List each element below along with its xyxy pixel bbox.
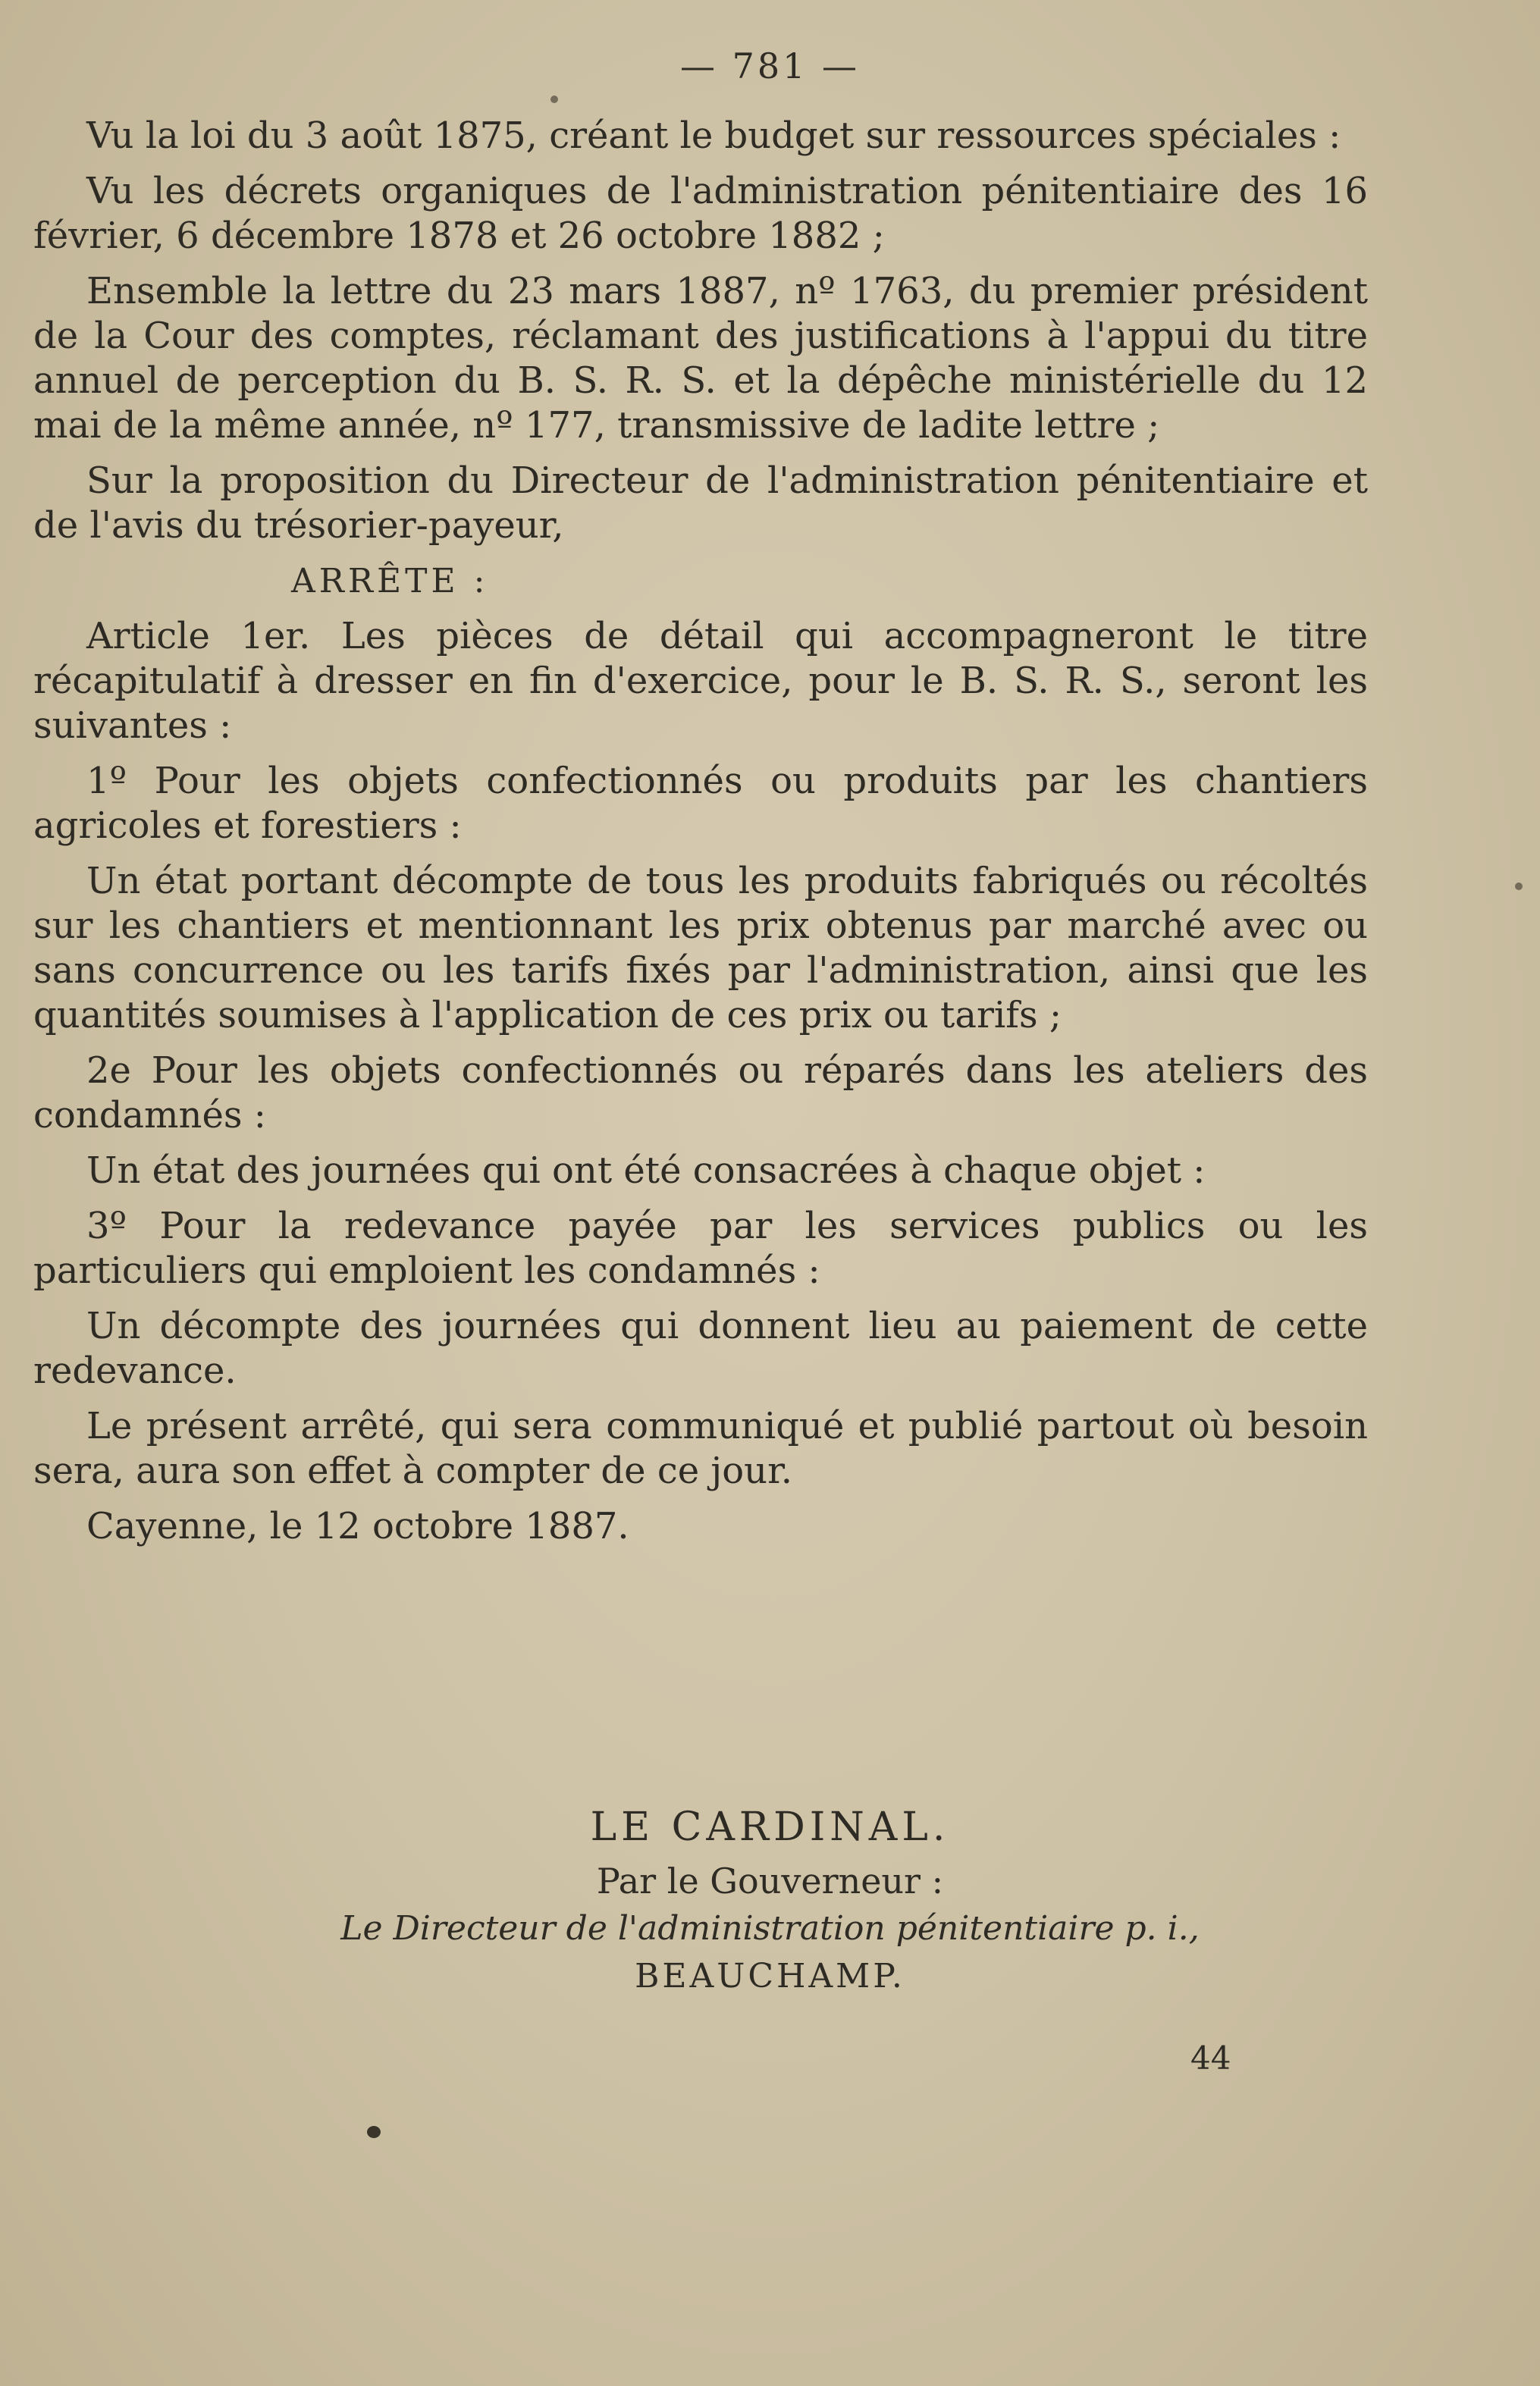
paragraph-date: Cayenne, le 12 octobre 1887. (86, 1505, 629, 1547)
director-title: Le Directeur de l'administration pénitentiaire p. i., (340, 1909, 1200, 1948)
signatory-authority: Par le Gouverneur : (596, 1861, 944, 1902)
signatory-name: LE CARDINAL. (590, 1804, 950, 1850)
paragraph-article-1: Article 1er. Les pièces de détail qui accompagneront le titre récapitulatif à dresser en fin d'exercice, pour le B. S. R. S., seront les suivantes : (33, 615, 1368, 747)
page-number: — 781 — (679, 45, 861, 86)
ink-speck (367, 2126, 381, 2138)
paragraph-decrets: Vu les décrets organiques de l'administration pénitentiaire des 16 février, 6 décembre 1878 et 26 octobre 1882 ; (33, 170, 1368, 257)
director-name: BEAUCHAMP. (635, 1957, 905, 1996)
paragraph-present-arrete: Le présent arrêté, qui sera communiqué et publié partout où besoin sera, aura son effet à compter de ce jour. (33, 1405, 1368, 1492)
signature-mark: 44 (1190, 2040, 1231, 2077)
document-body (33, 114, 1368, 1560)
paragraph-loi: Vu la loi du 3 août 1875, créant le budget sur ressources spéciales : (86, 114, 1341, 157)
paragraph-item-1: 1º Pour les objets confectionnés ou produits par les chantiers agricoles et forestiers : (33, 760, 1368, 847)
signature-block (0, 1804, 1540, 1996)
ink-speck (1515, 883, 1523, 890)
ink-speck (550, 96, 558, 103)
section-heading: ARRÊTE : (291, 562, 489, 600)
paragraph-proposition: Sur la proposition du Directeur de l'administration pénitentiaire et de l'avis du trésorier-payeur, (33, 459, 1368, 547)
paragraph-item-2: 2e Pour les objets confectionnés ou réparés dans les ateliers des condamnés : (33, 1049, 1368, 1137)
paragraph-item-3: 3º Pour la redevance payée par les services publics ou les particuliers qui emploient les condamnés : (33, 1205, 1368, 1292)
paragraph-etat-produits: Un état portant décompte de tous les produits fabriqués ou récoltés sur les chantiers et mentionnant les prix obtenus par marché avec ou sans concurrence ou les tarifs fixés par l'administration, ainsi que les quantités soumises à l'application de ces prix ou tarifs ; (33, 860, 1368, 1036)
paragraph-lettre: Ensemble la lettre du 23 mars 1887, nº 1763, du premier président de la Cour des comptes, réclamant des justifications à l'appui du titre annuel de perception du B. S. R. S. et la dépêche ministérielle du 12 mai de la même année, nº 177, transmissive de ladite lettre ; (33, 270, 1368, 447)
paragraph-decompte: Un décompte des journées qui donnent lieu au paiement de cette redevance. (33, 1305, 1368, 1392)
paragraph-etat-journees: Un état des journées qui ont été consacrées à chaque objet : (86, 1149, 1206, 1192)
